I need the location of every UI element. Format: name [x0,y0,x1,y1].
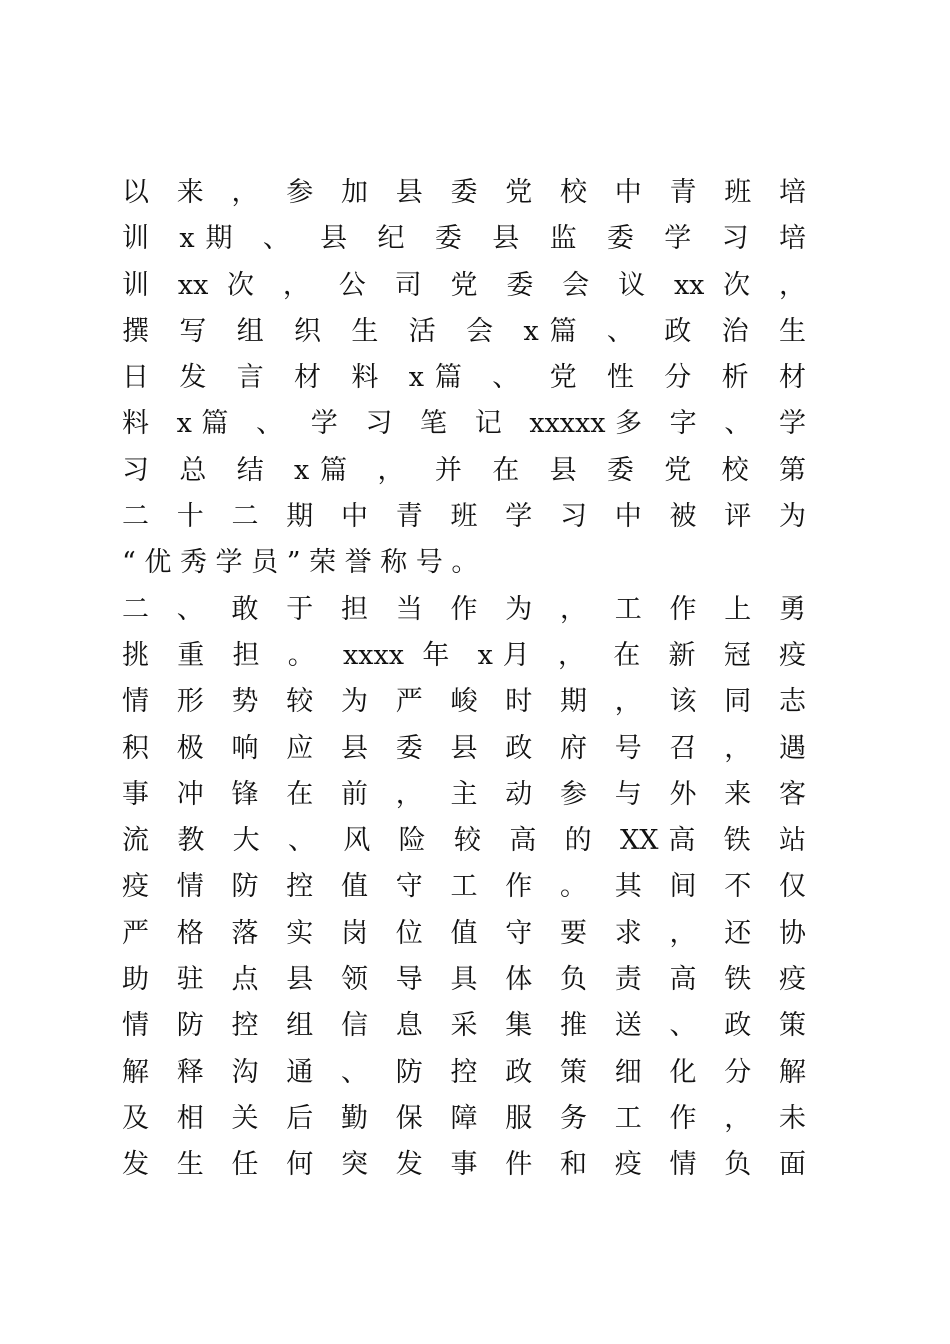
text-line-4: 撰 写 组 织 生 活 会 x篇 、 政 治 生 [122,315,806,347]
text-line-22: 发 生 任 何 突 发 事 件 和 疫 情 负 面 [122,1149,806,1181]
text-line-6: 料 x篇 、 学 习 笔 记 xxxxx多 字 、 学 [122,408,806,440]
text-line-11: 挑 重 担 。 xxxx 年 x月 ， 在 新 冠 疫 [122,639,806,671]
text-line-12: 情 形 势 较 为 严 峻 时 期 ， 该 同 志 [122,686,806,718]
body-text [122,170,806,1189]
text-line-15: 流 教 大 、 风 险 较 高 的 XX高 铁 站 [122,825,806,857]
text-line-8: 二 十 二 期 中 青 班 学 习 中 被 评 为 [122,501,806,533]
text-line-5: 日 发 言 材 料 x篇 、 党 性 分 析 材 [122,362,806,394]
text-line-20: 解 释 沟 通 、 防 控 政 策 细 化 分 解 [122,1056,806,1088]
text-line-9: “ 优 秀 学 员 ” 荣 誉 称 号 。 [122,547,479,579]
text-line-3: 训 xx 次 ， 公 司 党 委 会 议 xx 次 ， [122,269,806,301]
text-line-17: 严 格 落 实 岗 位 值 守 要 求 ， 还 协 [122,917,806,949]
text-line-10: 二 、 敢 于 担 当 作 为 ， 工 作 上 勇 [122,593,806,625]
text-line-13: 积 极 响 应 县 委 县 政 府 号 召 ， 遇 [122,732,806,764]
text-line-16: 疫 情 防 控 值 守 工 作 。 其 间 不 仅 [122,871,806,903]
text-line-1: 以 来 ， 参 加 县 委 党 校 中 青 班 培 [122,177,806,208]
text-line-19: 情 防 控 组 信 息 采 集 推 送 、 政 策 [122,1010,806,1042]
text-line-14: 事 冲 锋 在 前 ， 主 动 参 与 外 来 客 [122,778,806,810]
text-line-7: 习 总 结 x篇 ， 并 在 县 委 党 校 第 [122,454,806,486]
text-line-21: 及 相 关 后 勤 保 障 服 务 工 作 ， 未 [122,1102,806,1134]
text-line-2: 训 x期 、 县 纪 委 县 监 委 学 习 培 [122,223,806,255]
text-line-18: 助 驻 点 县 领 导 具 体 负 责 高 铁 疫 [122,964,806,996]
